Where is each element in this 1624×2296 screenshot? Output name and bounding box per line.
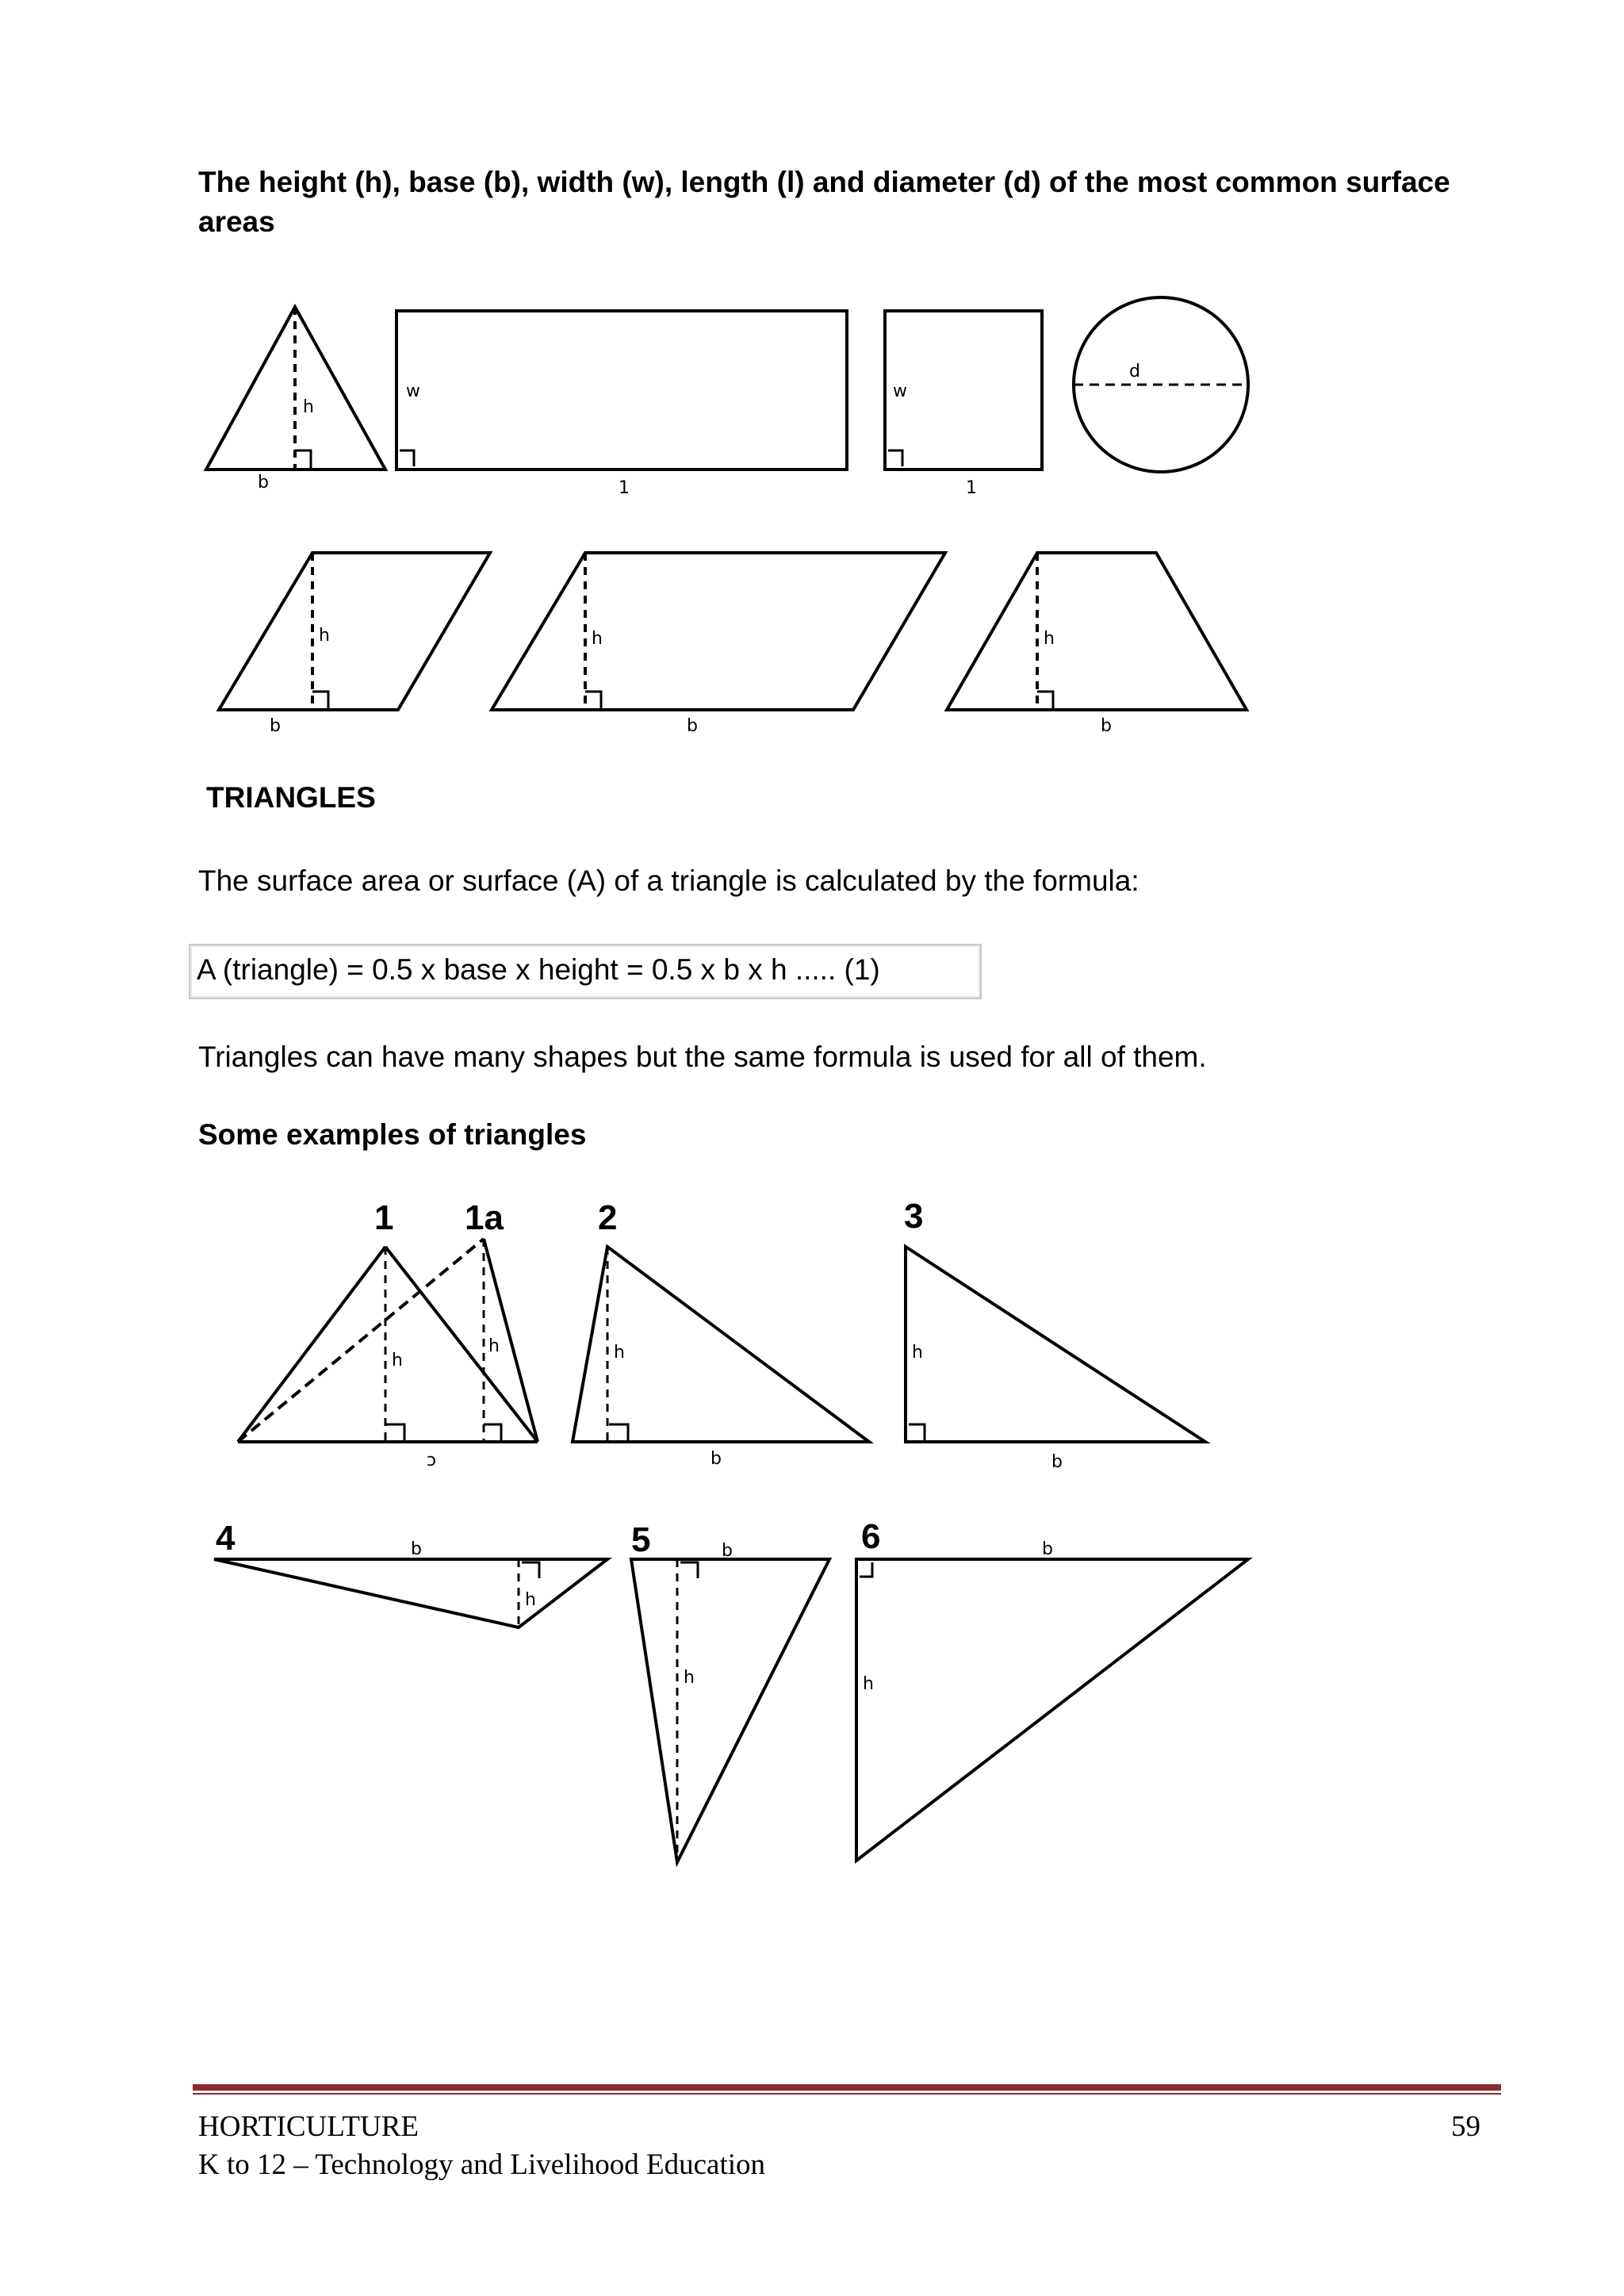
label-b: b — [687, 716, 698, 736]
intro-text: The surface area or surface (A) of a triangle is calculated by the formula: — [198, 864, 1139, 897]
section-title: TRIANGLES — [206, 781, 376, 814]
label-b: b — [411, 1539, 422, 1559]
parallelogram-large-shape — [492, 553, 945, 710]
triangle-examples-figure — [0, 1174, 1624, 1903]
footer-title: HORTICULTURE — [198, 2110, 419, 2143]
label-l: 1 — [619, 478, 630, 498]
examples-heading: Some examples of triangles — [198, 1118, 587, 1151]
surface-shapes-figure — [0, 0, 1624, 761]
triangle-4-shape — [214, 1559, 607, 1627]
label-h: h — [525, 1590, 536, 1610]
triangle-2-number: 2 — [598, 1198, 618, 1237]
label-b: b — [270, 716, 281, 736]
label-d: d — [1129, 362, 1140, 381]
label-b: b — [1101, 716, 1112, 736]
label-b-flipped: ɔ — [427, 1451, 437, 1470]
triangle-3-shape — [906, 1247, 1205, 1442]
label-w: w — [406, 381, 420, 401]
footer-subtitle: K to 12 – Technology and Livelihood Education — [198, 2148, 766, 2181]
triangle-4-number: 4 — [216, 1519, 236, 1558]
rectangle-shape — [396, 311, 847, 470]
label-b: b — [1051, 1452, 1063, 1472]
label-w: w — [893, 381, 907, 401]
triangle-6-shape — [856, 1559, 1248, 1861]
label-h: h — [592, 629, 603, 649]
trapezoid-shape — [947, 553, 1247, 710]
triangle-6-number: 6 — [861, 1517, 881, 1556]
note-text: Triangles can have many shapes but the same formula is used for all of them. — [198, 1041, 1207, 1073]
square-shape — [885, 311, 1042, 470]
triangle-3-number: 3 — [904, 1197, 924, 1236]
page-heading: The height (h), base (b), width (w), length (l) and diameter (d) of the most common surface areas — [198, 166, 1450, 238]
label-h: h — [319, 626, 330, 646]
label-b: b — [710, 1449, 722, 1469]
triangle-1a-number: 1a — [465, 1198, 504, 1237]
page-number: 59 — [1451, 2110, 1480, 2143]
triangle-5-shape — [631, 1559, 829, 1862]
label-h: h — [392, 1351, 403, 1370]
label-h: h — [1044, 629, 1055, 649]
parallelogram-small-shape — [219, 553, 490, 710]
label-b: b — [722, 1541, 733, 1561]
triangle-1-number: 1 — [374, 1198, 394, 1237]
label-h: h — [912, 1343, 923, 1363]
footer-rule — [193, 2084, 1501, 2097]
triangle-shape — [206, 307, 385, 470]
label-h: h — [488, 1336, 500, 1356]
label-l: 1 — [966, 478, 977, 498]
label-b: b — [1042, 1539, 1053, 1559]
triangle-5-number: 5 — [631, 1520, 651, 1559]
label-h: h — [303, 397, 314, 417]
formula-text: A (triangle) = 0.5 x base x height = 0.5 x b x h ..... (1) — [197, 953, 880, 986]
label-h: h — [614, 1343, 625, 1363]
label-b: b — [258, 473, 269, 493]
label-h: h — [684, 1668, 695, 1688]
label-h: h — [863, 1674, 874, 1694]
